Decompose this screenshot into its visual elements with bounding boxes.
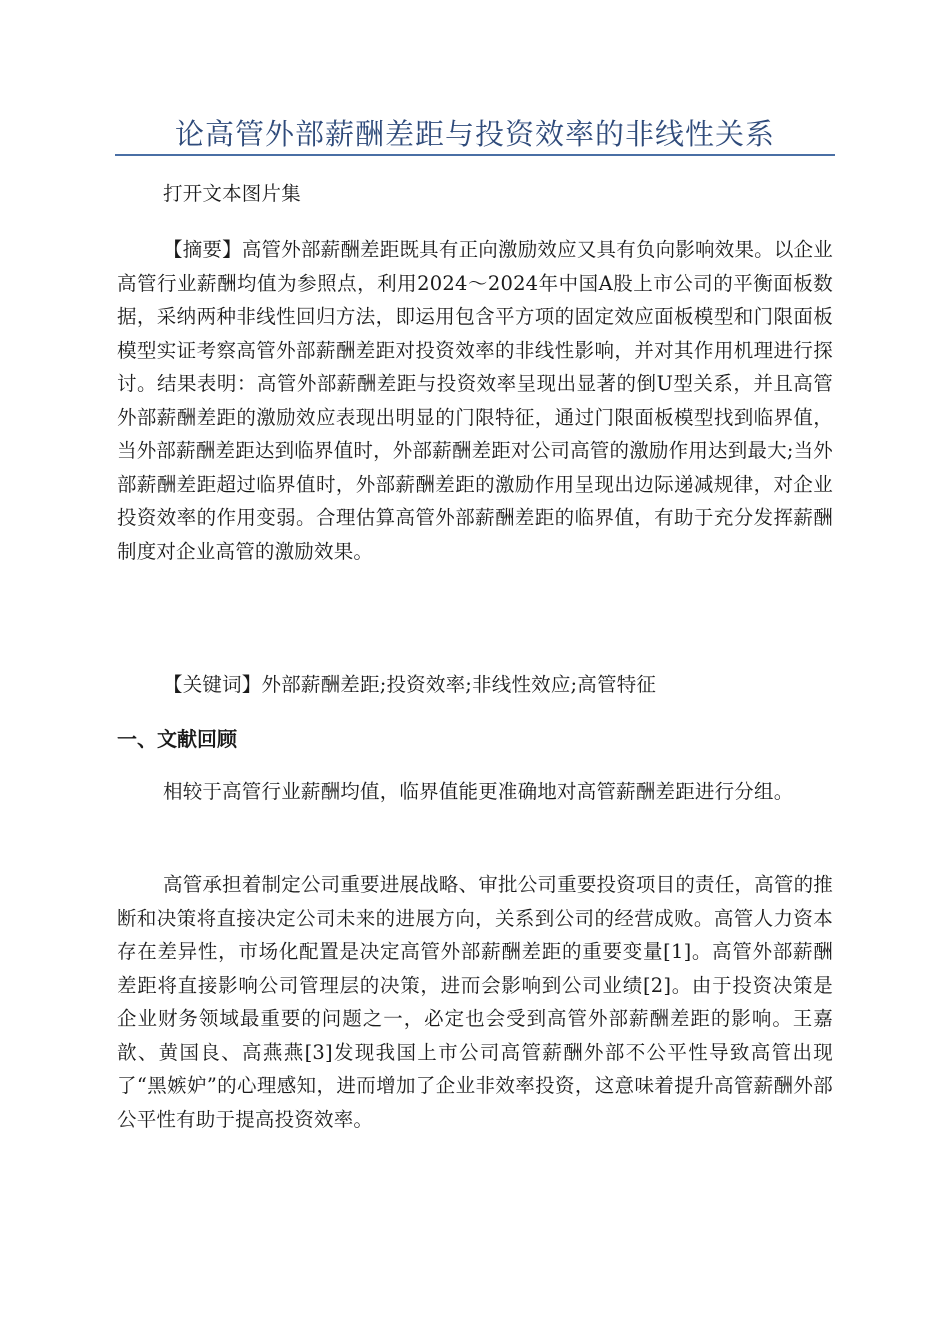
keywords-paragraph: 【关键词】外部薪酬差距;投资效率;非线性效应;高管特征 [163,673,657,696]
abstract-paragraph: 【摘要】高管外部薪酬差距既具有正向激励效应又具有负向影响效果。以企业高管行业薪酬均值为参照点，利用2024～2024年中国A股上市公司的平衡面板数据，采纳两种非线性回归方法，即运用包含平方项的固定效应面板模型和门限面板模型实证考察高管外部薪酬差距对投资效率的非线性影响，并对其作用机理进行探讨。结果表明：高管外部薪酬差距与投资效率呈现出显著的倒U型关系，并且高管外部薪酬差距的激励效应表现出明显的门限特征，通过门限面板模型找到临界值，当外部薪酬差距达到临界值时，外部薪酬差距对公司高管的激励作用达到最大;当外部薪酬差距超过临界值时，外部薪酬差距的激励作用呈现出边际递减规律，对企业投资效率的作用变弱。合理估算高管外部薪酬差距的临界值，有助于充分发挥薪酬制度对企业高管的激励效果。 [117,238,833,563]
title-underline [115,154,835,156]
open-image-gallery-link[interactable]: 打开文本图片集 [163,182,301,205]
body-paragraph: 相较于高管行业薪酬均值，临界值能更准确地对高管薪酬差距进行分组。 [163,780,794,803]
section-heading: 一、文献回顾 [117,727,237,751]
document-title: 论高管外部薪酬差距与投资效率的非线性关系 [174,117,775,151]
body-paragraph: 高管承担着制定公司重要进展战略、审批公司重要投资项目的责任，高管的推断和决策将直接决定公司未来的进展方向，关系到公司的经营成败。高管人力资本存在差异性，市场化配置是决定高管外部薪酬差距的重要变量[1]。高管外部薪酬差距将直接影响公司管理层的决策，进而会影响到公司业绩[2]。由于投资决策是企业财务领域最重要的问题之一，必定也会受到高管外部薪酬差距的影响。王嘉歆、黄国良、高燕燕[3]发现我国上市公司高管薪酬外部不公平性导致高管出现了“黑嫉妒”的心理感知，进而增加了企业非效率投资，这意味着提升高管薪酬外部公平性有助于提高投资效率。 [117,873,833,1131]
